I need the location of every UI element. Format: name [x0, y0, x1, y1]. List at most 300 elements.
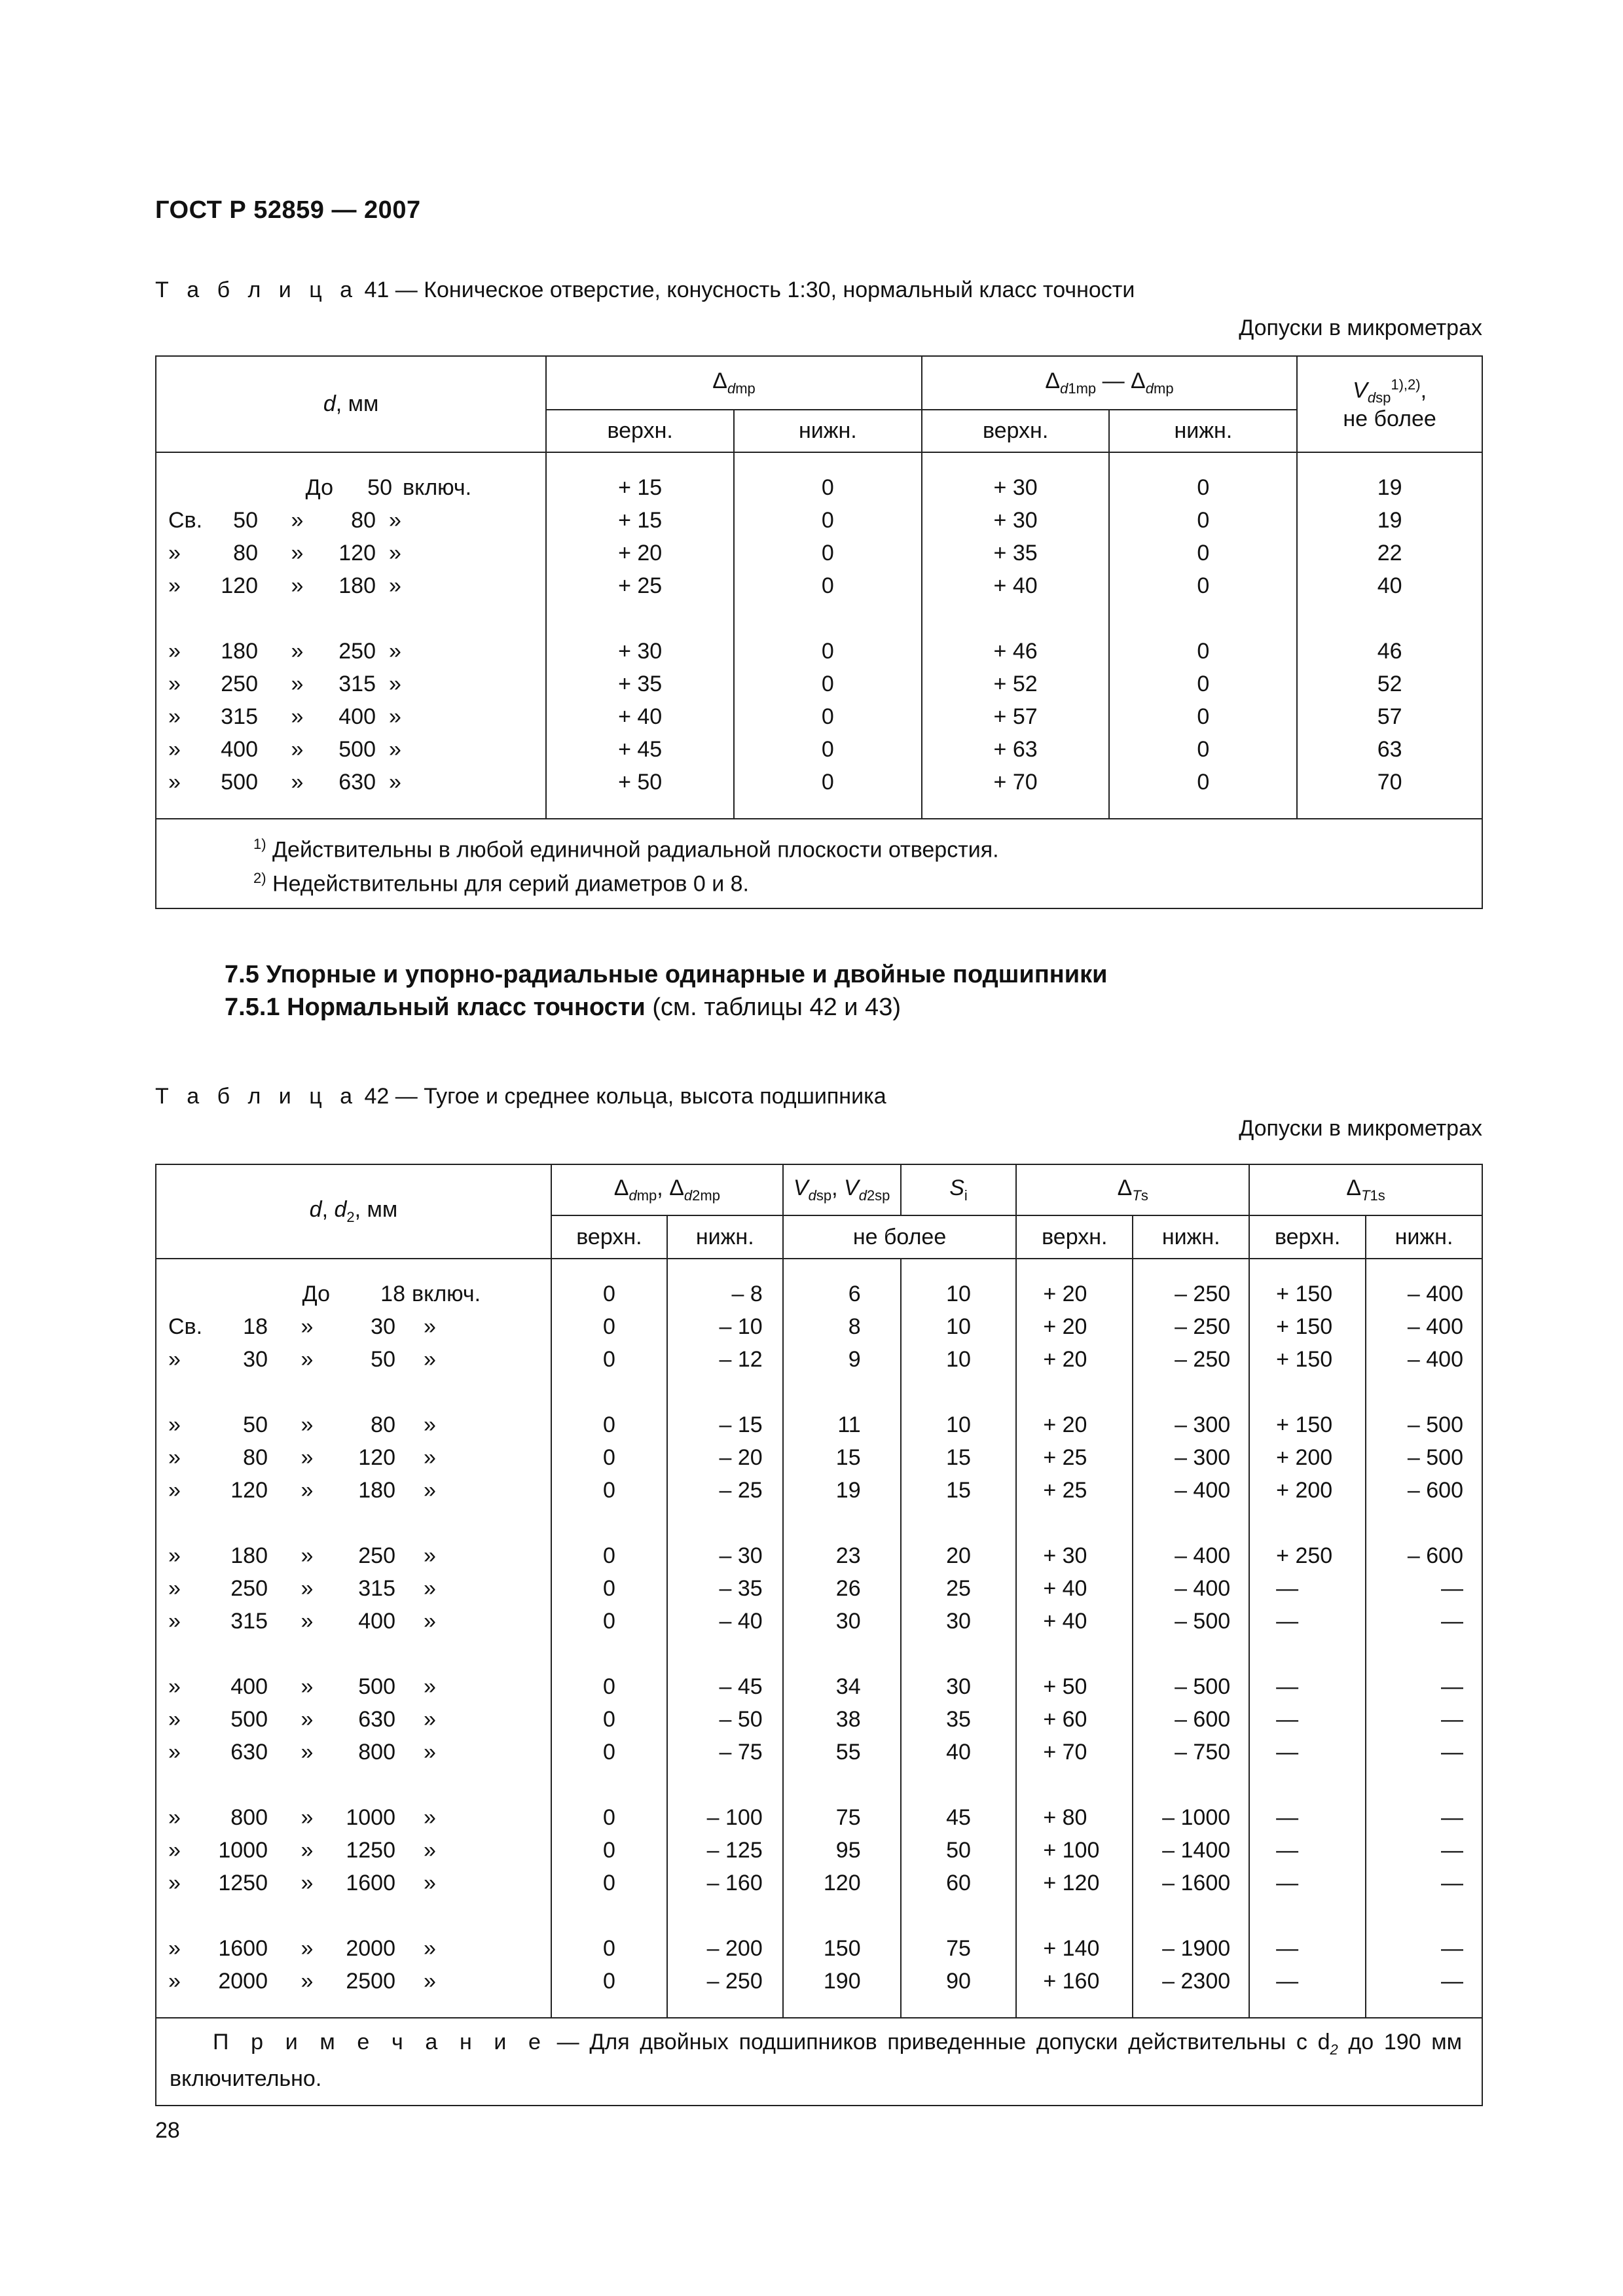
table42-range-part: »: [301, 1969, 314, 1994]
table42-si: 20: [901, 1539, 1017, 1572]
section-7-5-1-heading: 7.5.1 Нормальный класс точности (см. таблицы 42 и 43): [225, 994, 901, 1021]
table42-si: 30: [901, 1605, 1017, 1638]
table42-range-6: [156, 1539, 551, 1572]
table42-t1s-upper: —: [1249, 1834, 1366, 1867]
table42-t1s-lower: —: [1366, 1867, 1482, 1899]
table42-row: [156, 1834, 1482, 1867]
table41-range-part: 250: [338, 639, 376, 664]
table42-row: [156, 1539, 1482, 1572]
table42-vdsp: 120: [783, 1867, 901, 1899]
table42-range-part: »: [168, 1936, 181, 1961]
table41-range-part: »: [168, 672, 181, 696]
table42-header-t1s: $\Delta_{T1s}$: [1249, 1164, 1482, 1215]
table42-range-part: 120: [230, 1478, 268, 1503]
table42-range-part: 250: [230, 1576, 268, 1601]
table42-t1s-upper: + 150: [1249, 1278, 1366, 1310]
table42-dmp-upper: 0: [551, 1932, 667, 1965]
table42-range-part: »: [301, 1478, 314, 1503]
table41-d1mp-upper: + 63: [922, 733, 1110, 766]
table42-range-part: 2000: [346, 1936, 395, 1961]
table42-row: [156, 1736, 1482, 1768]
table42-range-part: »: [168, 1871, 181, 1895]
table42-t1s-upper: + 150: [1249, 1310, 1366, 1343]
table42-dmp-upper: 0: [551, 1441, 667, 1474]
table42-dmp-upper: 0: [551, 1703, 667, 1736]
table42-header-ts: $\Delta_{Ts}$: [1016, 1164, 1249, 1215]
table41-vdsp: 52: [1297, 668, 1482, 700]
section-7-5-heading: 7.5 Упорные и упорно-радиальные одинарные и двойные подшипники: [225, 961, 1108, 988]
table42-t1s-upper: —: [1249, 1703, 1366, 1736]
table41-range-part: 315: [221, 704, 258, 729]
table42-range-part: 315: [230, 1609, 268, 1634]
table41-row: [156, 569, 1482, 602]
table41-row: [156, 700, 1482, 733]
table42-range-part: »: [301, 1576, 314, 1601]
table41-header-upper-1: верхн.: [546, 410, 734, 452]
table41-dmp-upper: + 50: [546, 766, 734, 798]
table42-ts-lower: – 400: [1133, 1539, 1249, 1572]
table41-range-part: »: [389, 573, 401, 598]
table42-range-part: 1600: [346, 1871, 395, 1895]
table42-dmp-lower: – 125: [667, 1834, 783, 1867]
table42-header-not-more: не более: [783, 1215, 1017, 1259]
table42-t1s-upper: —: [1249, 1932, 1366, 1965]
table42-range-part: »: [424, 1969, 436, 1994]
table42-t1s-upper: —: [1249, 1605, 1366, 1638]
table42-vdsp: 6: [783, 1278, 901, 1310]
table41-header-dmp: $\Delta_{dmp}$: [546, 356, 921, 410]
table41-range-part: »: [168, 737, 181, 762]
table41-d1mp-lower: 0: [1109, 537, 1297, 569]
table42-range-part: »: [424, 1543, 436, 1568]
table41-range-part: »: [168, 573, 181, 598]
table42-header-vdsp: $V_{dsp}$, $V_{d2sp}$: [783, 1164, 901, 1215]
table42-row: [156, 1572, 1482, 1605]
table41-range-2: [156, 537, 546, 569]
table42-dmp-upper: 0: [551, 1801, 667, 1834]
table41-range-part: »: [291, 737, 304, 762]
table42-ts-lower: – 500: [1133, 1605, 1249, 1638]
table42-t1s-upper: —: [1249, 1736, 1366, 1768]
table42-range-part: 800: [230, 1805, 268, 1830]
table42-range-part: 50: [243, 1412, 268, 1437]
table41-range-part: »: [389, 770, 401, 795]
table41-d1mp-upper: + 70: [922, 766, 1110, 798]
table42-row: [156, 1965, 1482, 1998]
table42-range-part: 800: [358, 1740, 395, 1765]
table42-range-part: 18: [380, 1282, 405, 1306]
table42-dmp-lower: – 100: [667, 1801, 783, 1834]
table42-range-part: »: [168, 1478, 181, 1503]
table41-vdsp: 46: [1297, 635, 1482, 668]
table42-ts-upper: + 30: [1016, 1539, 1133, 1572]
table41-dmp-upper: + 45: [546, 733, 734, 766]
table42-ts-lower: – 1900: [1133, 1932, 1249, 1965]
table42-range-part: 18: [243, 1314, 268, 1339]
table42-row: [156, 1278, 1482, 1310]
table41-dmp-upper: + 15: [546, 504, 734, 537]
table42-vdsp: 23: [783, 1539, 901, 1572]
table42-range-part: Св.: [168, 1314, 203, 1339]
table41-vdsp: 19: [1297, 471, 1482, 504]
table41-d1mp-lower: 0: [1109, 471, 1297, 504]
table42-ts-lower: – 1000: [1133, 1801, 1249, 1834]
table42-ts-lower: – 250: [1133, 1278, 1249, 1310]
table41-range-part: 80: [351, 508, 376, 533]
table42-vdsp: 150: [783, 1932, 901, 1965]
table42-range-5: [156, 1474, 551, 1507]
table41-d1mp-upper: + 30: [922, 504, 1110, 537]
table42-dmp-upper: 0: [551, 1278, 667, 1310]
table42-range-11: [156, 1736, 551, 1768]
table41-header-upper-2: верхн.: [922, 410, 1110, 452]
table42-range-part: включ.: [412, 1282, 481, 1306]
table41-header-lower-1: нижн.: [734, 410, 922, 452]
table41-d1mp-upper: + 57: [922, 700, 1110, 733]
table42-range-3: [156, 1408, 551, 1441]
table41-range-part: 400: [338, 704, 376, 729]
table42-si: 35: [901, 1703, 1017, 1736]
table42-range-part: »: [301, 1445, 314, 1470]
table42-dmp-upper: 0: [551, 1474, 667, 1507]
table42-range-part: 50: [371, 1347, 395, 1372]
table42-t1s-lower: —: [1366, 1834, 1482, 1867]
table42-range-part: До: [302, 1282, 330, 1306]
table41-d1mp-lower: 0: [1109, 733, 1297, 766]
table42-si: 10: [901, 1310, 1017, 1343]
table41-range-part: 50: [233, 508, 258, 533]
table42-range-part: »: [168, 1674, 181, 1699]
table42-range-part: »: [168, 1838, 181, 1863]
table42-ts-upper: + 20: [1016, 1343, 1133, 1376]
table42-t1s-upper: + 150: [1249, 1408, 1366, 1441]
table42-range-part: »: [168, 1805, 181, 1830]
table42-ts-upper: + 80: [1016, 1801, 1133, 1834]
table41-d1mp-lower: 0: [1109, 700, 1297, 733]
table42-range-16: [156, 1965, 551, 1998]
table42-dmp-lower: – 75: [667, 1736, 783, 1768]
table42-dmp-upper: 0: [551, 1834, 667, 1867]
table41-dmp-lower: 0: [734, 569, 922, 602]
table42-caption-word: Т а б л и ц а: [155, 1084, 359, 1109]
table42-t1s-lower: – 400: [1366, 1278, 1482, 1310]
table41-d1mp-lower: 0: [1109, 504, 1297, 537]
table42-t1s-lower: – 600: [1366, 1539, 1482, 1572]
table42-range-part: 30: [243, 1347, 268, 1372]
table42-dmp-lower: – 20: [667, 1441, 783, 1474]
table42-range-part: 250: [358, 1543, 395, 1568]
table42-t1s-lower: —: [1366, 1801, 1482, 1834]
table41-caption-word: Т а б л и ц а: [155, 278, 359, 302]
table42-vdsp: 8: [783, 1310, 901, 1343]
table42-header-upper-1: верхн.: [551, 1215, 667, 1259]
table42-vdsp: 95: [783, 1834, 901, 1867]
table42-vdsp: 26: [783, 1572, 901, 1605]
table41-range-part: »: [291, 672, 304, 696]
table42-range-part: »: [301, 1347, 314, 1372]
table42-range-part: 180: [358, 1478, 395, 1503]
table41-d1mp-upper: + 46: [922, 635, 1110, 668]
table42-ts-lower: – 300: [1133, 1408, 1249, 1441]
table42-range-part: »: [424, 1838, 436, 1863]
table42-t1s-upper: + 200: [1249, 1441, 1366, 1474]
table42-ts-upper: + 120: [1016, 1867, 1133, 1899]
table41-range-part: 120: [338, 541, 376, 565]
table42-vdsp: 190: [783, 1965, 901, 1998]
table41-header-d: d, мм: [156, 356, 546, 452]
table42-range-10: [156, 1703, 551, 1736]
table42-row: [156, 1703, 1482, 1736]
table42-dmp-lower: – 250: [667, 1965, 783, 1998]
table42-row: [156, 1932, 1482, 1965]
table42-range-9: [156, 1670, 551, 1703]
table42-range-part: 1250: [218, 1871, 268, 1895]
table42-range-part: 315: [358, 1576, 395, 1601]
table41-range-part: »: [389, 639, 401, 664]
table42-range-part: 1250: [346, 1838, 395, 1863]
page-number: 28: [155, 2118, 180, 2143]
table42-vdsp: 11: [783, 1408, 901, 1441]
table41-range-part: 250: [221, 672, 258, 696]
table42-row: [156, 1474, 1482, 1507]
table42-range-part: »: [301, 1707, 314, 1732]
table41-vdsp: 57: [1297, 700, 1482, 733]
table42-ts-lower: – 400: [1133, 1474, 1249, 1507]
table41-range-3: [156, 569, 546, 602]
table41-dmp-upper: + 15: [546, 471, 734, 504]
table41: [155, 355, 1483, 909]
table42: [155, 1164, 1483, 2106]
table42-t1s-upper: —: [1249, 1965, 1366, 1998]
table41-vdsp: 22: [1297, 537, 1482, 569]
table42-si: 15: [901, 1474, 1017, 1507]
table42-si: 90: [901, 1965, 1017, 1998]
table41-dmp-lower: 0: [734, 504, 922, 537]
table42-t1s-lower: —: [1366, 1670, 1482, 1703]
table41-header-d1mp: $\Delta_{d1mp}$ — $\Delta_{dmp}$: [922, 356, 1297, 410]
table42-range-part: »: [424, 1936, 436, 1961]
table41-range-part: Св.: [168, 508, 203, 533]
table41-range-part: 180: [221, 639, 258, 664]
table42-range-part: 30: [371, 1314, 395, 1339]
table41-tolerance-note: Допуски в микрометрах: [1239, 315, 1482, 340]
table42-row: [156, 1343, 1482, 1376]
table42-dmp-lower: – 15: [667, 1408, 783, 1441]
table42-range-13: [156, 1834, 551, 1867]
table42-range-part: »: [168, 1969, 181, 1994]
table41-range-6: [156, 700, 546, 733]
table41-row: [156, 733, 1482, 766]
table41-dmp-upper: + 25: [546, 569, 734, 602]
table41-caption-text: 41 — Коническое отверстие, конусность 1:30, нормальный класс точности: [358, 278, 1135, 302]
table41-d1mp-lower: 0: [1109, 668, 1297, 700]
table42-range-part: 500: [230, 1707, 268, 1732]
table42-range-part: »: [424, 1445, 436, 1470]
table41-vdsp: 19: [1297, 504, 1482, 537]
table42-row: [156, 1310, 1482, 1343]
table41-caption: [155, 278, 1135, 303]
table42-ts-lower: – 750: [1133, 1736, 1249, 1768]
table42-range-part: »: [168, 1347, 181, 1372]
table41-d1mp-lower: 0: [1109, 635, 1297, 668]
table42-range-2: [156, 1343, 551, 1376]
table41-footnote-2: $^{2)}$ Недействительны для серий диаметров 0 и 8.: [253, 870, 750, 897]
table42-row: [156, 1441, 1482, 1474]
table42-ts-lower: – 500: [1133, 1670, 1249, 1703]
table42-row: [156, 1408, 1482, 1441]
table42-range-part: »: [301, 1412, 314, 1437]
table42-dmp-upper: 0: [551, 1343, 667, 1376]
table42-vdsp: 38: [783, 1703, 901, 1736]
table42-si: 50: [901, 1834, 1017, 1867]
table41-header-vdsp: $V_{dsp}^{1),2)}$, не более: [1297, 356, 1482, 452]
table42-range-part: »: [301, 1740, 314, 1765]
table42-header-upper-3: верхн.: [1249, 1215, 1366, 1259]
table42-ts-upper: + 40: [1016, 1605, 1133, 1638]
table42-range-part: »: [424, 1674, 436, 1699]
table42-range-part: »: [301, 1805, 314, 1830]
table42-si: 10: [901, 1408, 1017, 1441]
table42-dmp-lower: – 10: [667, 1310, 783, 1343]
table41-range-part: »: [389, 737, 401, 762]
table41-range-7: [156, 733, 546, 766]
table41-range-part: 400: [221, 737, 258, 762]
table42-t1s-lower: – 500: [1366, 1408, 1482, 1441]
table41-range-part: »: [291, 541, 304, 565]
table42-ts-lower: – 400: [1133, 1572, 1249, 1605]
table42-t1s-lower: —: [1366, 1736, 1482, 1768]
table41-dmp-lower: 0: [734, 668, 922, 700]
table42-ts-upper: + 100: [1016, 1834, 1133, 1867]
table41-range-part: 50: [367, 475, 392, 500]
table41-range-part: »: [168, 770, 181, 795]
table42-range-part: »: [424, 1347, 436, 1372]
table42-range-15: [156, 1932, 551, 1965]
table41-d1mp-lower: 0: [1109, 569, 1297, 602]
table42-ts-lower: – 250: [1133, 1310, 1249, 1343]
table42-row: [156, 1670, 1482, 1703]
table42-range-part: 1000: [346, 1805, 395, 1830]
table42-dmp-lower: – 25: [667, 1474, 783, 1507]
table42-t1s-upper: —: [1249, 1670, 1366, 1703]
table42-ts-upper: + 25: [1016, 1441, 1133, 1474]
table41-dmp-lower: 0: [734, 537, 922, 569]
table42-range-part: »: [424, 1478, 436, 1503]
table41-range-part: »: [291, 704, 304, 729]
table42-dmp-upper: 0: [551, 1572, 667, 1605]
table42-dmp-lower: – 160: [667, 1867, 783, 1899]
table42-header-upper-2: верхн.: [1016, 1215, 1133, 1259]
table42-header-lower-1: нижн.: [667, 1215, 783, 1259]
table41-range-0: [156, 471, 546, 504]
table42-dmp-lower: – 30: [667, 1539, 783, 1572]
table41-dmp-lower: 0: [734, 766, 922, 798]
table42-range-part: 630: [358, 1707, 395, 1732]
table41-dmp-lower: 0: [734, 471, 922, 504]
table41-d1mp-upper: + 40: [922, 569, 1110, 602]
table42-range-part: »: [301, 1543, 314, 1568]
table42-dmp-lower: – 200: [667, 1932, 783, 1965]
table42-range-part: 500: [358, 1674, 395, 1699]
table41-dmp-lower: 0: [734, 635, 922, 668]
table42-t1s-upper: —: [1249, 1572, 1366, 1605]
table42-dmp-upper: 0: [551, 1965, 667, 1998]
table41-range-4: [156, 635, 546, 668]
table42-ts-upper: + 60: [1016, 1703, 1133, 1736]
table41-vdsp: 70: [1297, 766, 1482, 798]
table42-ts-lower: – 600: [1133, 1703, 1249, 1736]
table42-caption: [155, 1084, 886, 1109]
table42-range-part: »: [168, 1445, 181, 1470]
table42-range-part: »: [168, 1412, 181, 1437]
table42-vdsp: 19: [783, 1474, 901, 1507]
table41-range-part: 315: [338, 672, 376, 696]
table42-dmp-upper: 0: [551, 1539, 667, 1572]
table42-dmp-upper: 0: [551, 1867, 667, 1899]
table41-vdsp: 63: [1297, 733, 1482, 766]
table41-range-part: »: [389, 508, 401, 533]
table42-t1s-lower: —: [1366, 1703, 1482, 1736]
table42-range-part: 1600: [218, 1936, 268, 1961]
table42-ts-lower: – 1400: [1133, 1834, 1249, 1867]
table41-range-8: [156, 766, 546, 798]
table42-range-part: »: [168, 1707, 181, 1732]
table42-t1s-lower: – 400: [1366, 1343, 1482, 1376]
table42-header-dmp: $\Delta_{dmp}$, $\Delta_{d2mp}$: [551, 1164, 783, 1215]
table42-ts-upper: + 40: [1016, 1572, 1133, 1605]
table42-range-part: »: [301, 1936, 314, 1961]
table42-vdsp: 34: [783, 1670, 901, 1703]
table42-header-lower-2: нижн.: [1133, 1215, 1249, 1259]
table42-t1s-upper: + 150: [1249, 1343, 1366, 1376]
table41-range-part: »: [291, 770, 304, 795]
table42-ts-upper: + 20: [1016, 1408, 1133, 1441]
table42-row: [156, 1605, 1482, 1638]
table42-dmp-lower: – 50: [667, 1703, 783, 1736]
table41-range-part: 120: [221, 573, 258, 598]
table42-caption-text: 42 — Тугое и среднее кольца, высота подшипника: [358, 1084, 886, 1109]
table42-dmp-upper: 0: [551, 1736, 667, 1768]
table42-t1s-lower: —: [1366, 1932, 1482, 1965]
table42-range-part: 80: [243, 1445, 268, 1470]
table42-header-lower-3: нижн.: [1366, 1215, 1482, 1259]
table41-header-lower-2: нижн.: [1109, 410, 1297, 452]
table42-header-si: $S_i$: [901, 1164, 1017, 1215]
table42-ts-upper: + 50: [1016, 1670, 1133, 1703]
table42-vdsp: 30: [783, 1605, 901, 1638]
table42-range-part: »: [301, 1838, 314, 1863]
table42-ts-upper: + 20: [1016, 1278, 1133, 1310]
table42-dmp-lower: – 12: [667, 1343, 783, 1376]
table42-row: [156, 1867, 1482, 1899]
table42-range-part: »: [301, 1609, 314, 1634]
table42-range-part: »: [168, 1543, 181, 1568]
table42-range-part: 80: [371, 1412, 395, 1437]
table41-range-part: »: [291, 573, 304, 598]
table42-row: [156, 1801, 1482, 1834]
table42-si: 45: [901, 1801, 1017, 1834]
table42-vdsp: 15: [783, 1441, 901, 1474]
table42-t1s-upper: —: [1249, 1867, 1366, 1899]
table41-vdsp: 40: [1297, 569, 1482, 602]
table42-ts-upper: + 70: [1016, 1736, 1133, 1768]
table41-d1mp-upper: + 35: [922, 537, 1110, 569]
table42-si: 30: [901, 1670, 1017, 1703]
table42-si: 15: [901, 1441, 1017, 1474]
table42-ts-lower: – 1600: [1133, 1867, 1249, 1899]
table42-range-part: »: [424, 1412, 436, 1437]
table41-range-part: »: [291, 508, 304, 533]
